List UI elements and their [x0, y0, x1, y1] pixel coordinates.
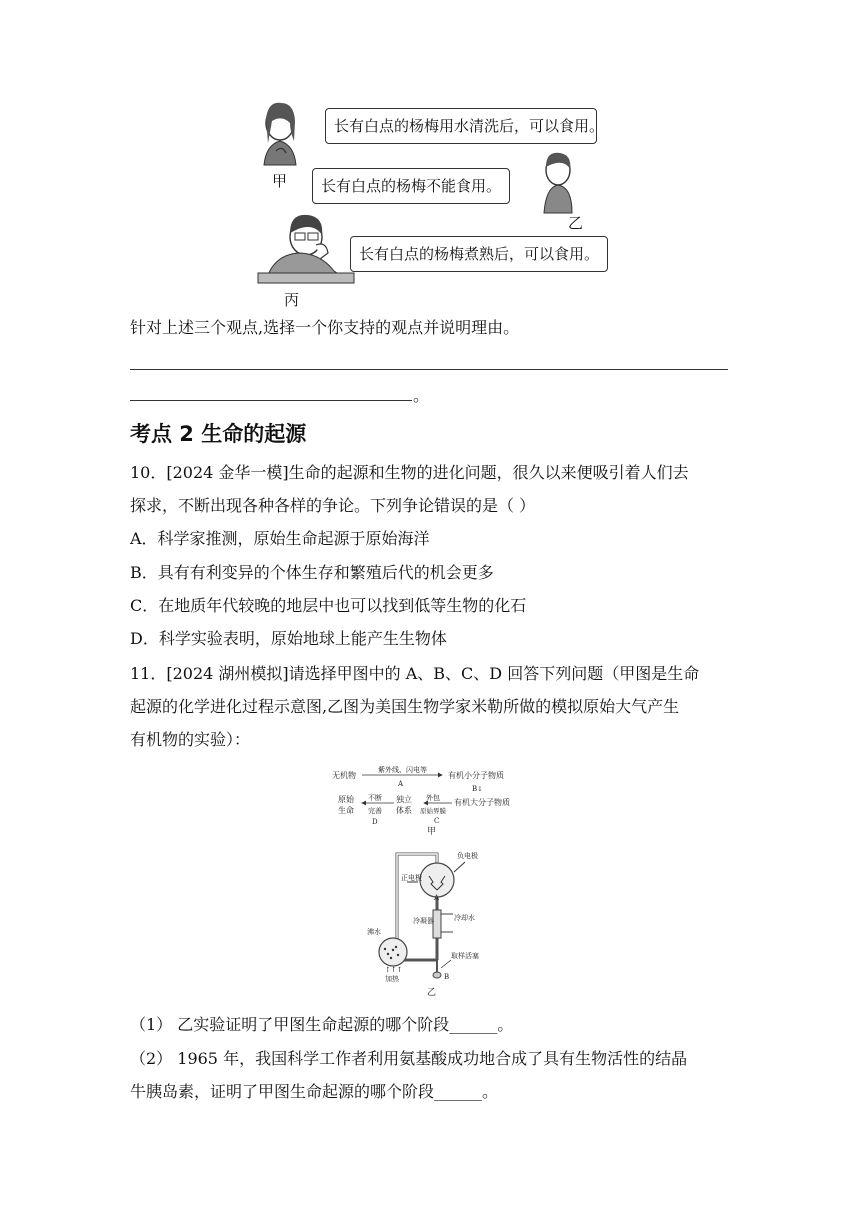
speech-bubble-yi: 长有白点的杨梅不能食用。	[312, 168, 510, 204]
answer-line-1[interactable]	[130, 369, 728, 370]
jia-label-d: D	[372, 818, 378, 826]
yi-caption: 乙	[427, 988, 437, 997]
yi-heat-arrows: ↑↑↑	[385, 966, 403, 974]
jia-orig-1: 原始	[338, 795, 354, 804]
jia-wrap: 外包	[426, 794, 440, 802]
spark-flask	[420, 863, 454, 897]
yi-cooling: 冷却水	[454, 914, 475, 922]
boy-yi-icon	[544, 153, 572, 213]
jia-label-c: C	[434, 817, 440, 825]
jia-membrane: 原始界膜	[420, 807, 446, 815]
jia-orig-2: 生命	[338, 806, 354, 815]
yi-sampling: 取样活塞	[451, 952, 479, 960]
diagram-yi	[355, 842, 515, 997]
boy-bing-icon	[258, 215, 354, 283]
q10-option-d[interactable]: D．科学实验表明，原始地球上能产生生物体	[130, 629, 447, 648]
yi-heating: 加热	[385, 975, 399, 983]
q10-option-a[interactable]: A．科学家推测，原始生命起源于原始海洋	[130, 529, 430, 548]
jia-inorganic: 无机物	[332, 771, 356, 780]
answer-line-2[interactable]	[130, 400, 412, 401]
answer-period: 。	[413, 386, 430, 405]
q11-sub-2-line-2: 牛胰岛素，证明了甲图生命起源的哪个阶段______。	[130, 1082, 499, 1101]
jia-arrow-a-label: 紫外线、闪电等	[378, 766, 427, 774]
speech-bubble-jia: 长有白点的杨梅用水清洗后，可以食用。	[325, 108, 597, 144]
yi-label-b: B	[444, 973, 450, 981]
q11-line-3: 有机物的实验）：	[130, 730, 251, 749]
speech-bubble-bing: 长有白点的杨梅煮熟后，可以食用。	[350, 236, 608, 272]
q11-sub-1: （1） 乙实验证明了甲图生命起源的哪个阶段______。	[130, 1015, 514, 1034]
question-prompt: 针对上述三个观点,选择一个你支持的观点并说明理由。	[130, 318, 520, 337]
jia-improve-1: 不断	[368, 794, 382, 802]
boiling-flask	[379, 938, 407, 966]
name-jia: 甲	[272, 172, 288, 190]
name-bing: 丙	[284, 291, 300, 309]
section-heading: 考点 2 生命的起源	[130, 422, 307, 446]
q10-option-b[interactable]: B．具有有利变异的个体生存和繁殖后代的机会更多	[130, 563, 494, 582]
diagram-jia	[330, 762, 530, 840]
q11-sub-2-line-1: （2） 1965 年，我国科学工作者利用氨基酸成功地合成了具有生物活性的结晶	[130, 1049, 688, 1068]
yi-condenser: 冷凝器	[413, 917, 434, 925]
jia-small-organic: 有机小分子物质	[448, 771, 504, 780]
jia-indep-2: 体系	[396, 806, 412, 815]
q10-line-1: 10．[2024 金华一模]生命的起源和生物的进化问题，很久以来便吸引着人们去	[130, 463, 689, 482]
jia-improve-2: 完善	[368, 807, 382, 815]
yi-neg-electrode: 负电极	[457, 852, 478, 860]
q10-option-c[interactable]: C．在地质年代较晚的地层中也可以找到低等生物的化石	[130, 596, 527, 615]
q11-line-1: 11．[2024 湖州模拟]请选择甲图中的 A、B、C、D 回答下列问题（甲图是生命	[130, 664, 700, 683]
q10-line-2: 探求，不断出现各种各样的争论。下列争论错误的是（ ）	[130, 496, 536, 515]
jia-large-organic: 有机大分子物质	[454, 798, 510, 807]
yi-boiling: 沸水	[367, 928, 381, 936]
jia-indep-1: 独立	[396, 795, 412, 804]
name-yi: 乙	[568, 214, 584, 232]
girl-jia-icon	[264, 103, 296, 165]
yi-pos-electrode: 正电极	[401, 874, 422, 882]
q11-line-2: 起源的化学进化过程示意图,乙图为美国生物学家米勒所做的模拟原始大气产生	[130, 697, 680, 716]
jia-caption: 甲	[427, 827, 437, 837]
jia-label-b: B↓	[472, 785, 484, 793]
yi-label-a: A	[434, 894, 440, 902]
jia-label-a: A	[398, 780, 404, 788]
